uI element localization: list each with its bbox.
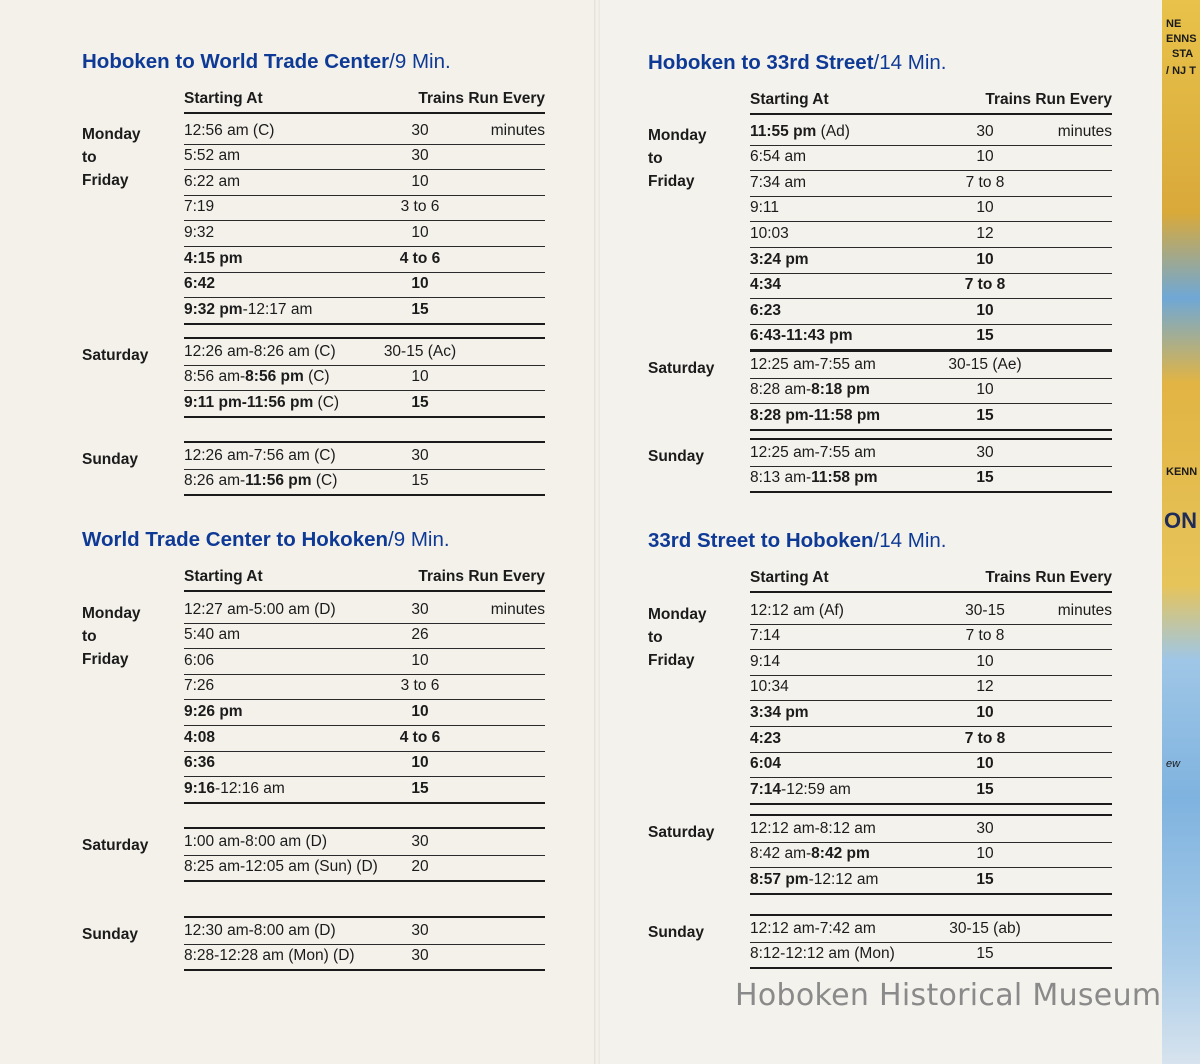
time-segment: 8:18 pm xyxy=(811,381,870,399)
headway-unit: minutes xyxy=(1057,601,1112,619)
time-segment: 4:23 xyxy=(750,729,782,747)
time-segment: 8:28 pm-11:58 pm xyxy=(750,406,881,424)
time-segment: 7:14 xyxy=(750,627,781,645)
time-segment: 9:32 xyxy=(184,223,215,241)
headway-value: 30-15 (Ae) xyxy=(948,355,1022,373)
time-segment: 12:12 am-7:42 am xyxy=(750,919,876,937)
time-segment: 8:13 am- xyxy=(750,469,812,487)
starting-time xyxy=(750,920,876,938)
schedule-row xyxy=(184,623,545,650)
headway-value: 10 xyxy=(976,755,994,773)
headway-value: 7 to 8 xyxy=(965,173,1005,191)
headway-value: 10 xyxy=(411,754,429,772)
time-segment: 12:56 am (C) xyxy=(184,121,275,139)
schedule-row xyxy=(750,324,1112,352)
starting-time xyxy=(184,198,214,216)
time-segment: 4:34 xyxy=(750,276,782,294)
starting-time xyxy=(184,754,215,772)
headway-value: 7 to 8 xyxy=(964,276,1006,294)
time-segment: 9:16 xyxy=(184,779,216,797)
schedule-row xyxy=(750,145,1112,172)
headway-value: 15 xyxy=(976,870,994,888)
time-segment: 11:58 pm xyxy=(811,469,878,487)
time-segment: 7:19 xyxy=(184,198,215,216)
schedule-row xyxy=(184,365,545,392)
schedule-row xyxy=(750,916,1112,943)
map-label: NE xyxy=(1166,18,1182,30)
time-segment: -12:17 am xyxy=(242,300,313,318)
time-segment: 6:04 xyxy=(750,755,782,773)
headway-value: 7 to 8 xyxy=(965,627,1005,645)
schedule-row xyxy=(750,675,1112,702)
headway-value: 30-15 (Ac) xyxy=(383,342,457,360)
schedule-row xyxy=(184,855,545,883)
map-label: / NJ T xyxy=(1166,65,1196,77)
travel-time: /9 Min. xyxy=(389,50,451,73)
starting-time xyxy=(184,833,327,851)
schedule-row xyxy=(750,726,1112,753)
schedule-row xyxy=(184,751,545,778)
schedule-row xyxy=(184,169,545,196)
headway-value: 10 xyxy=(976,199,994,217)
day-label: Monday to Friday xyxy=(82,126,141,189)
starting-time xyxy=(750,845,870,863)
headway-value: 20 xyxy=(411,858,429,876)
column-header-starting-at: Starting At xyxy=(184,90,263,107)
starting-time xyxy=(750,225,789,243)
schedule-row xyxy=(750,440,1112,467)
time-segment: 12:12 am (Af) xyxy=(750,601,844,619)
schedule-row xyxy=(184,674,545,701)
starting-time xyxy=(750,945,895,963)
starting-time xyxy=(750,602,844,620)
starting-time xyxy=(184,173,240,191)
time-segment: 8:26 am- xyxy=(184,472,246,490)
schedule-row xyxy=(750,649,1112,676)
schedule-row xyxy=(184,597,545,624)
time-segment: -12:59 am xyxy=(781,780,851,798)
time-segment: 7:34 am xyxy=(750,173,807,191)
time-segment: 6:06 xyxy=(184,651,215,669)
headway-value: 30 xyxy=(411,121,429,139)
day-label: Monday to Friday xyxy=(82,605,141,668)
fold-crease xyxy=(594,0,600,1064)
headway-value: 15 xyxy=(976,469,994,487)
starting-time xyxy=(184,343,336,361)
headway-unit: minutes xyxy=(490,121,545,139)
schedule-row xyxy=(184,648,545,675)
headway-value: 12 xyxy=(976,224,994,242)
time-segment: 11:56 pm xyxy=(245,472,312,490)
day-label: Saturday xyxy=(82,347,149,364)
day-label: Sunday xyxy=(648,924,704,941)
column-header-starting-at: Starting At xyxy=(750,91,829,108)
map-label: KENN xyxy=(1166,466,1198,478)
travel-time: /14 Min. xyxy=(873,529,947,552)
starting-time xyxy=(184,626,240,644)
starting-time xyxy=(750,407,880,425)
schedule-row xyxy=(750,842,1112,869)
starting-time xyxy=(184,301,312,319)
schedule-row xyxy=(750,378,1112,405)
schedule-row xyxy=(750,867,1112,895)
column-header-starting-at: Starting At xyxy=(184,568,263,585)
starting-time xyxy=(750,148,806,166)
schedule-row xyxy=(750,298,1112,325)
schedule-row xyxy=(184,272,545,299)
starting-time xyxy=(184,780,285,798)
time-segment: 4:08 xyxy=(184,728,216,746)
schedule-row xyxy=(184,829,545,856)
headway-value: 10 xyxy=(976,250,994,268)
schedule-wtc-to-hoboken xyxy=(82,528,545,1008)
map-label: STA xyxy=(1172,48,1194,60)
header-rule xyxy=(750,113,1112,115)
headway-value: 30 xyxy=(976,819,994,837)
starting-time xyxy=(750,327,853,345)
starting-time xyxy=(184,224,214,242)
headway-value: 30-15 (ab) xyxy=(949,919,1021,937)
schedule-row xyxy=(750,816,1112,843)
starting-time xyxy=(184,394,339,412)
route-name: World Trade Center to Hokoken xyxy=(82,528,389,551)
time-segment: 9:11 pm-11:56 pm xyxy=(184,393,314,411)
starting-time xyxy=(184,652,214,670)
time-segment: 3:34 pm xyxy=(750,703,809,721)
time-segment: 12:27 am-5:00 am (D) xyxy=(184,600,336,618)
starting-time xyxy=(750,381,870,399)
time-segment: 9:26 pm xyxy=(184,702,243,720)
schedule-row xyxy=(750,352,1112,379)
route-name: Hoboken to World Trade Center xyxy=(82,50,390,73)
schedule-row xyxy=(184,918,545,945)
headway-value: 10 xyxy=(411,651,429,669)
starting-time xyxy=(184,858,378,876)
headway-value: 30 xyxy=(976,443,994,461)
day-label: Sunday xyxy=(82,926,138,943)
headway-value: 15 xyxy=(411,393,429,411)
schedule-row xyxy=(750,170,1112,197)
time-segment: 11:55 pm xyxy=(750,122,817,140)
schedule-row xyxy=(750,466,1112,494)
time-segment: 6:43-11:43 pm xyxy=(750,327,853,345)
time-segment: 3:24 pm xyxy=(750,250,809,268)
headway-value: 10 xyxy=(411,172,429,190)
starting-time xyxy=(184,147,240,165)
schedule-row xyxy=(750,221,1112,248)
time-segment: 9:14 xyxy=(750,652,781,670)
schedule-hoboken-to-33rd xyxy=(648,51,1112,531)
time-segment: 5:52 am xyxy=(184,147,241,165)
time-segment: (Ad) xyxy=(816,122,850,140)
headway-value: 30 xyxy=(411,832,429,850)
starting-time xyxy=(184,947,355,965)
headway-value: 30 xyxy=(976,122,994,140)
time-segment: 6:54 am xyxy=(750,148,807,166)
headway-value: 15 xyxy=(411,779,429,797)
schedule-row xyxy=(184,220,545,247)
headway-value: 10 xyxy=(976,148,994,166)
starting-time xyxy=(750,730,781,748)
time-segment: 5:40 am xyxy=(184,626,241,644)
time-segment: 12:30 am-8:00 am (D) xyxy=(184,921,336,939)
schedule-row xyxy=(184,390,545,418)
starting-time xyxy=(750,755,781,773)
starting-time xyxy=(750,251,809,269)
starting-time xyxy=(750,820,876,838)
schedule-row xyxy=(184,195,545,222)
headway-value: 30 xyxy=(411,147,429,165)
time-segment: 4:15 pm xyxy=(184,249,243,267)
schedule-row xyxy=(184,776,545,804)
time-segment: 12:12 am-8:12 am xyxy=(750,819,876,837)
starting-time xyxy=(750,781,851,799)
schedule-row xyxy=(750,273,1112,300)
headway-value: 30 xyxy=(411,921,429,939)
schedule-row xyxy=(750,700,1112,727)
starting-time xyxy=(184,677,214,695)
headway-value: 30 xyxy=(411,446,429,464)
schedule-row xyxy=(750,196,1112,223)
section-title xyxy=(82,50,451,74)
starting-time xyxy=(750,123,850,141)
headway-unit: minutes xyxy=(1057,122,1112,140)
headway-value: 15 xyxy=(976,406,994,424)
headway-value: 10 xyxy=(411,223,429,241)
starting-time xyxy=(184,922,336,940)
time-segment: 7:26 xyxy=(184,677,215,695)
time-segment: 8:56 am- xyxy=(184,368,246,386)
time-segment: 8:28-12:28 am (Mon) (D) xyxy=(184,947,355,965)
starting-time xyxy=(750,678,789,696)
travel-time: /9 Min. xyxy=(388,528,450,551)
time-segment: 8:56 pm xyxy=(245,368,304,386)
time-segment: 6:23 xyxy=(750,301,782,319)
column-header-trains-run-every: Trains Run Every xyxy=(985,91,1112,108)
headway-value: 15 xyxy=(976,945,994,963)
headway-value: 15 xyxy=(411,472,429,490)
time-segment: 10:34 xyxy=(750,678,789,696)
starting-time xyxy=(750,469,878,487)
section-title xyxy=(82,528,450,552)
column-header-trains-run-every: Trains Run Every xyxy=(418,90,545,107)
schedule-row xyxy=(750,777,1112,805)
route-name: 33rd Street to Hoboken xyxy=(648,529,874,552)
headway-value: 10 xyxy=(976,301,994,319)
starting-time xyxy=(184,368,330,386)
header-rule xyxy=(184,112,545,114)
headway-value: 15 xyxy=(976,327,994,345)
headway-value: 15 xyxy=(976,780,994,798)
time-segment: 1:00 am-8:00 am (D) xyxy=(184,832,327,850)
schedule-row xyxy=(184,339,545,366)
starting-time xyxy=(750,704,809,722)
headway-unit: minutes xyxy=(490,600,545,618)
section-title xyxy=(648,529,946,553)
time-segment: 12:25 am-7:55 am xyxy=(750,355,876,373)
starting-time xyxy=(184,703,243,721)
headway-value: 30 xyxy=(411,947,429,965)
map-label: ew xyxy=(1166,758,1181,770)
day-label: Saturday xyxy=(648,824,715,841)
headway-value: 30 xyxy=(411,600,429,618)
time-segment: 10:03 xyxy=(750,224,789,242)
time-segment: 9:32 pm xyxy=(184,300,243,318)
headway-value: 3 to 6 xyxy=(400,677,440,695)
schedule-row xyxy=(184,144,545,171)
starting-time xyxy=(184,729,215,747)
schedule-row xyxy=(750,624,1112,651)
starting-time xyxy=(184,122,274,140)
time-segment: 12:26 am-8:26 am (C) xyxy=(184,342,336,360)
column-header-starting-at: Starting At xyxy=(750,569,829,586)
time-segment: 9:11 xyxy=(750,199,780,217)
schedule-row xyxy=(184,297,545,325)
schedule-row xyxy=(184,944,545,972)
time-segment: 12:26 am-7:56 am (C) xyxy=(184,446,336,464)
day-label: Monday to Friday xyxy=(648,606,707,669)
starting-time xyxy=(750,627,780,645)
time-segment: -12:16 am xyxy=(215,779,285,797)
headway-value: 7 to 8 xyxy=(964,729,1006,747)
schedule-row xyxy=(750,403,1112,431)
headway-value: 26 xyxy=(411,626,429,644)
time-segment: (C) xyxy=(303,368,330,386)
starting-time xyxy=(184,250,243,268)
starting-time xyxy=(750,653,780,671)
time-segment: 8:57 pm xyxy=(750,870,809,888)
schedule-row xyxy=(184,469,545,497)
schedule-hoboken-to-wtc xyxy=(82,50,545,530)
time-segment: 6:42 xyxy=(184,275,216,293)
starting-time xyxy=(750,302,781,320)
headway-value: 10 xyxy=(411,275,429,293)
time-segment: -12:12 am xyxy=(808,870,879,888)
time-segment: 12:25 am-7:55 am xyxy=(750,443,876,461)
time-segment: 8:42 am- xyxy=(750,845,812,863)
headway-value: 4 to 6 xyxy=(399,728,441,746)
starting-time xyxy=(750,356,876,374)
starting-time xyxy=(750,276,781,294)
headway-value: 10 xyxy=(976,381,994,399)
section-title xyxy=(648,51,946,75)
time-segment: 8:42 pm xyxy=(811,845,870,863)
column-header-trains-run-every: Trains Run Every xyxy=(418,568,545,585)
schedule-row xyxy=(750,119,1112,146)
headway-value: 4 to 6 xyxy=(399,249,441,267)
schedule-row xyxy=(750,247,1112,274)
time-segment: (C) xyxy=(311,472,338,490)
map-label: ON xyxy=(1164,508,1197,533)
schedule-row xyxy=(184,118,545,145)
headway-value: 10 xyxy=(411,368,429,386)
schedule-row xyxy=(184,725,545,752)
map-strip xyxy=(1162,0,1200,1064)
column-header-trains-run-every: Trains Run Every xyxy=(985,569,1112,586)
time-segment: 8:12-12:12 am (Mon) xyxy=(750,945,895,963)
schedule-row xyxy=(750,598,1112,625)
schedule-33rd-to-hoboken xyxy=(648,529,1112,1009)
day-label: Saturday xyxy=(648,360,715,377)
travel-time: /14 Min. xyxy=(873,51,947,74)
starting-time xyxy=(750,444,876,462)
headway-value: 12 xyxy=(976,678,994,696)
starting-time xyxy=(184,275,215,293)
schedule-row xyxy=(750,752,1112,779)
time-segment: 6:36 xyxy=(184,754,216,772)
starting-time xyxy=(750,871,878,889)
schedule-row xyxy=(750,942,1112,970)
starting-time xyxy=(184,447,336,465)
time-segment: 7:14 xyxy=(750,780,782,798)
time-segment: (C) xyxy=(313,393,340,411)
schedule-row xyxy=(184,246,545,273)
headway-value: 10 xyxy=(411,702,429,720)
starting-time xyxy=(750,199,779,217)
watermark: Hoboken Historical Museum xyxy=(735,978,1162,1013)
headway-value: 3 to 6 xyxy=(400,198,440,216)
schedule-row xyxy=(184,443,545,470)
map-label: ENNS xyxy=(1166,33,1197,45)
time-segment: 6:22 am xyxy=(184,172,241,190)
headway-value: 30-15 xyxy=(965,601,1005,619)
header-rule xyxy=(750,591,1112,593)
headway-value: 10 xyxy=(976,845,994,863)
starting-time xyxy=(184,601,336,619)
header-rule xyxy=(184,590,545,592)
route-name: Hoboken to 33rd Street xyxy=(648,51,874,74)
time-segment: 8:25 am-12:05 am (Sun) (D) xyxy=(184,858,378,876)
starting-time xyxy=(750,174,806,192)
starting-time xyxy=(184,472,337,490)
headway-value: 10 xyxy=(976,703,994,721)
day-label: Saturday xyxy=(82,837,149,854)
headway-value: 10 xyxy=(976,652,994,670)
day-label: Monday to Friday xyxy=(648,127,707,190)
schedule-row xyxy=(184,699,545,726)
headway-value: 15 xyxy=(411,300,429,318)
day-label: Sunday xyxy=(648,448,704,465)
day-label: Sunday xyxy=(82,451,138,468)
time-segment: 8:28 am- xyxy=(750,381,812,399)
